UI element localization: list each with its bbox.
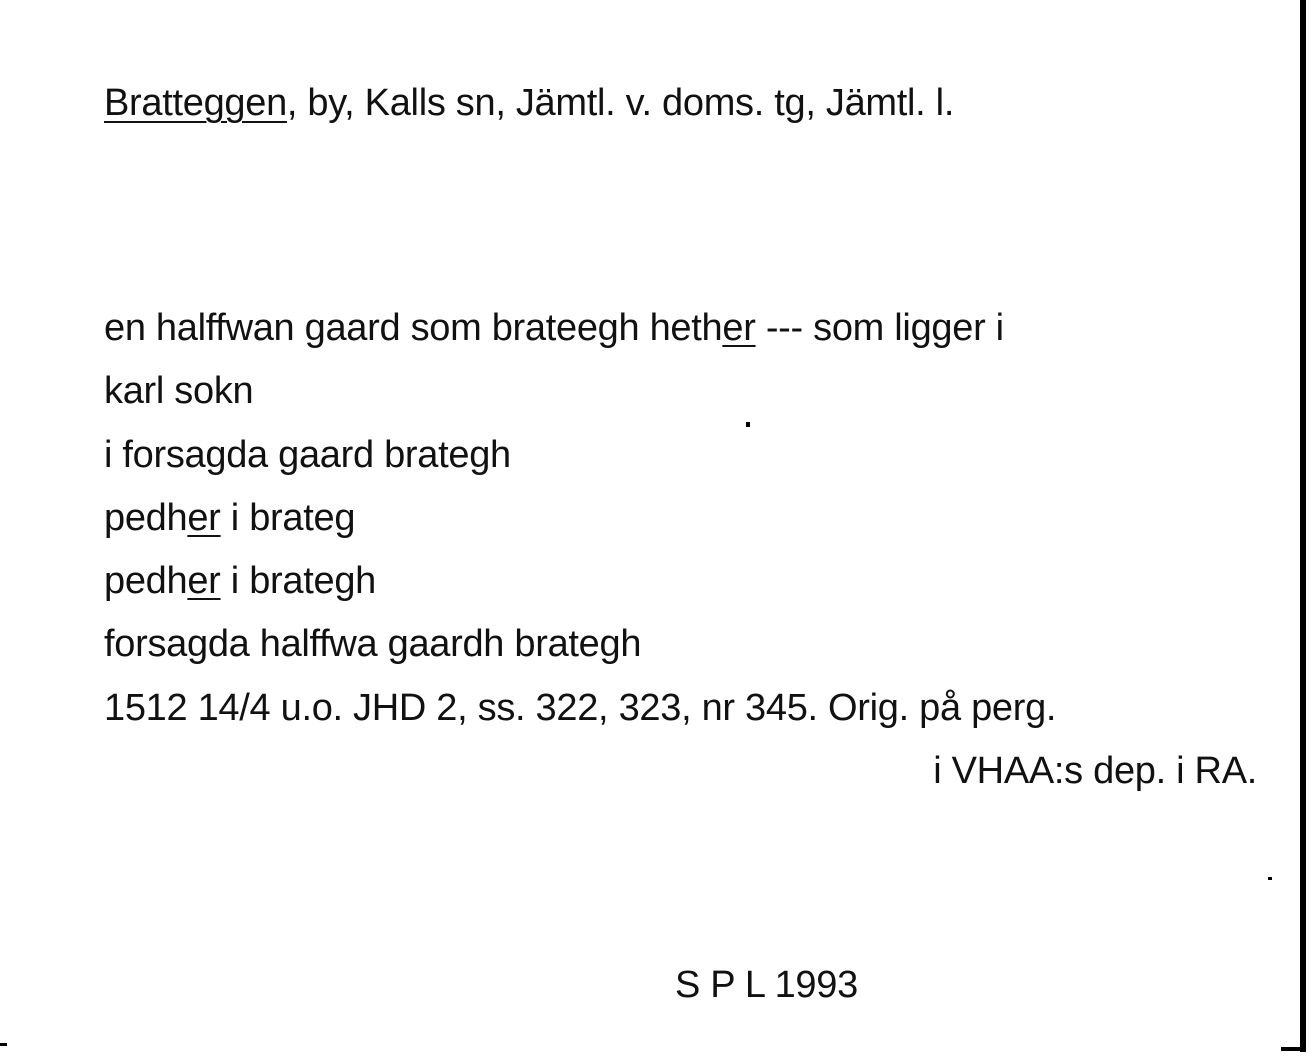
citation-text: en halffwan gaard som brateegh heth: [104, 307, 723, 349]
card-edge-line: [1300, 0, 1306, 1052]
scan-speck: [0, 1043, 7, 1046]
citation-line-6: forsagda halffwa gaardh brategh: [104, 623, 642, 665]
scan-speck: [1281, 1047, 1301, 1051]
header-details: , by, Kalls sn, Jämtl. v. doms. tg, Jämtl. l.: [286, 82, 955, 124]
citation-text: pedh: [104, 497, 188, 539]
source-reference: 1512 14/4 u.o. JHD 2, ss. 322, 323, nr 345. Orig. på perg.: [104, 687, 1057, 729]
citation-text: pedh: [104, 560, 188, 602]
citation-text: i brategh: [220, 560, 376, 602]
scan-speck: [1268, 877, 1272, 880]
headword: Bratteggen: [104, 82, 287, 124]
abbreviation-expansion: er: [187, 560, 221, 602]
signature-year: S P L 1993: [675, 964, 858, 1006]
abbreviation-expansion: er: [722, 307, 756, 349]
abbreviation-expansion: er: [187, 497, 221, 539]
scan-speck: [746, 422, 750, 427]
citation-text: --- som ligger i: [755, 307, 1004, 349]
citation-line-5: [104, 558, 376, 604]
citation-line-4: [104, 495, 355, 541]
citation-line-1: [104, 305, 1004, 351]
citation-text: i brateg: [220, 497, 356, 539]
source-location: i VHAA:s dep. i RA.: [933, 750, 1257, 792]
citation-line-3: i forsagda gaard brategh: [104, 434, 511, 476]
citation-line-2: karl sokn: [104, 370, 254, 412]
card-header: [104, 80, 954, 126]
